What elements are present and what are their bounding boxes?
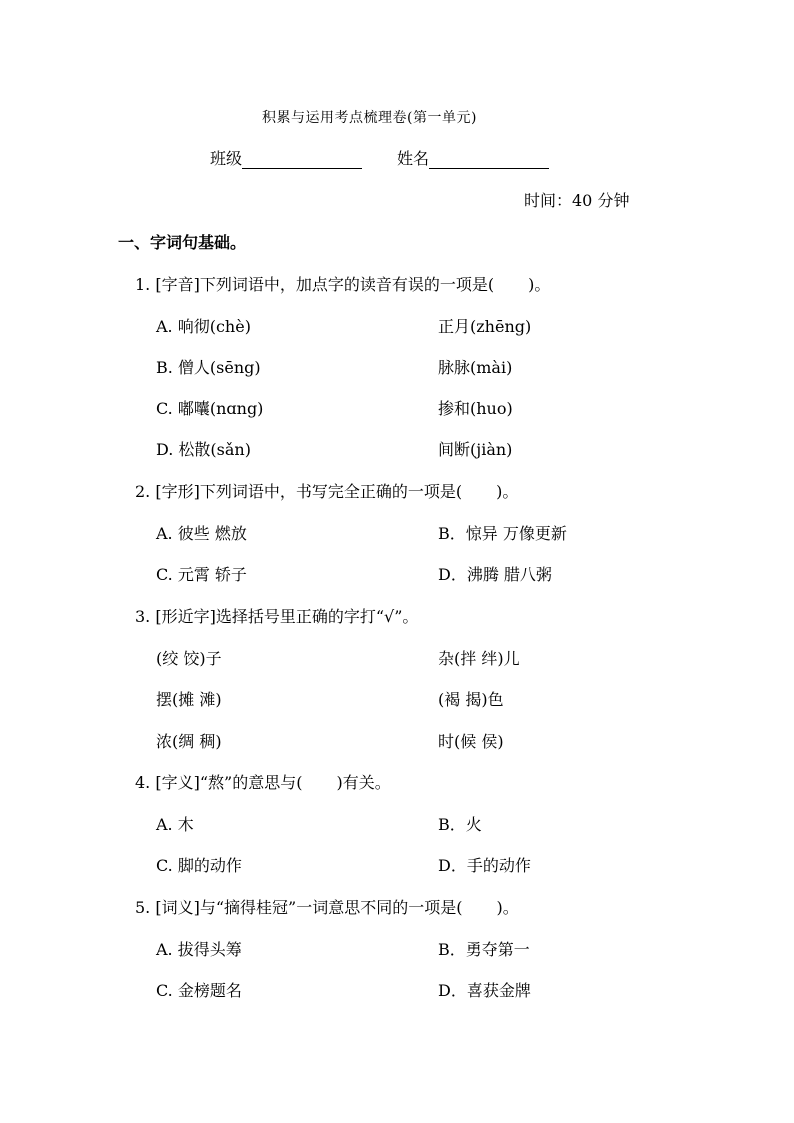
page-title: 积累与运用考点梳理卷(第一单元) bbox=[262, 110, 477, 126]
question-5-stem bbox=[135, 898, 519, 918]
name-label: 姓名 bbox=[397, 149, 430, 168]
name-field bbox=[397, 149, 549, 169]
question-number: 4. bbox=[135, 773, 156, 792]
question-text: 与“摘得桂冠”一词意思不同的一项是( bbox=[199, 898, 463, 917]
name-blank[interactable] bbox=[429, 152, 549, 169]
option-left: A. 木 bbox=[156, 815, 194, 834]
option-left: D. 松散(sǎn) bbox=[156, 440, 251, 459]
question-tag: [字义] bbox=[155, 773, 200, 792]
class-field bbox=[210, 149, 362, 169]
option-right: B．火 bbox=[438, 815, 482, 834]
option-left: A. 彼些 燃放 bbox=[156, 524, 247, 543]
word-choice-left: 浓(绸 稠) bbox=[156, 732, 222, 751]
option-right: D．喜获金牌 bbox=[438, 981, 531, 1000]
option-left: C. 脚的动作 bbox=[156, 856, 242, 875]
option-left: C. 金榜题名 bbox=[156, 981, 242, 1000]
question-tag: [字形] bbox=[155, 482, 200, 501]
time-label: 时间：40 分钟 bbox=[524, 191, 630, 210]
option-right: D．沸腾 腊八粥 bbox=[438, 565, 552, 584]
word-choice-right: 时(候 侯) bbox=[438, 732, 504, 751]
option-left: A. 拔得头筹 bbox=[156, 940, 242, 959]
question-tag: [形近字] bbox=[155, 607, 216, 626]
word-choice-right: 杂(拌 绊)儿 bbox=[438, 649, 520, 668]
option-right: 脉脉(mài) bbox=[438, 358, 513, 377]
class-blank[interactable] bbox=[242, 152, 362, 169]
option-right: 掺和(huo) bbox=[438, 399, 513, 418]
option-right: 正月(zhēng) bbox=[438, 317, 532, 336]
question-number: 2. bbox=[135, 482, 156, 501]
word-choice-left: (绞 饺)子 bbox=[156, 649, 222, 668]
question-tag: [字音] bbox=[155, 275, 200, 294]
question-3-stem bbox=[135, 607, 418, 627]
word-choice-left: 摆(摊 滩) bbox=[156, 690, 222, 709]
question-number: 3. bbox=[135, 607, 156, 626]
question-tag: [词义] bbox=[155, 898, 200, 917]
option-left: B. 僧人(sēng) bbox=[156, 358, 261, 377]
word-choice-right: (褐 揭)色 bbox=[438, 690, 504, 709]
question-text-end: )。 bbox=[528, 275, 551, 294]
option-right: B．勇夺第一 bbox=[438, 940, 530, 959]
question-text-end: )。 bbox=[496, 898, 519, 917]
question-text: 下列词语中，加点字的读音有误的一项是( bbox=[199, 275, 495, 294]
option-right: B．惊异 万像更新 bbox=[438, 524, 567, 543]
question-text: 选择括号里正确的字打“√”。 bbox=[215, 607, 419, 626]
question-1-stem bbox=[135, 275, 550, 295]
question-number: 1. bbox=[135, 275, 156, 294]
question-2-stem bbox=[135, 482, 518, 502]
class-label: 班级 bbox=[210, 149, 243, 168]
option-left: C. 嘟囔(nɑng) bbox=[156, 399, 264, 418]
option-left: A. 响彻(chè) bbox=[156, 317, 251, 336]
option-right: 间断(jiàn) bbox=[438, 440, 513, 459]
question-text-end: )有关。 bbox=[336, 773, 391, 792]
section-heading: 一、字词句基础。 bbox=[118, 233, 247, 252]
question-text: 下列词语中，书写完全正确的一项是( bbox=[199, 482, 463, 501]
question-4-stem bbox=[135, 773, 391, 793]
option-right: D．手的动作 bbox=[438, 856, 531, 875]
option-left: C. 元霄 轿子 bbox=[156, 565, 247, 584]
question-text: “熬”的意思与( bbox=[199, 773, 303, 792]
question-text-end: )。 bbox=[496, 482, 519, 501]
question-number: 5. bbox=[135, 898, 156, 917]
